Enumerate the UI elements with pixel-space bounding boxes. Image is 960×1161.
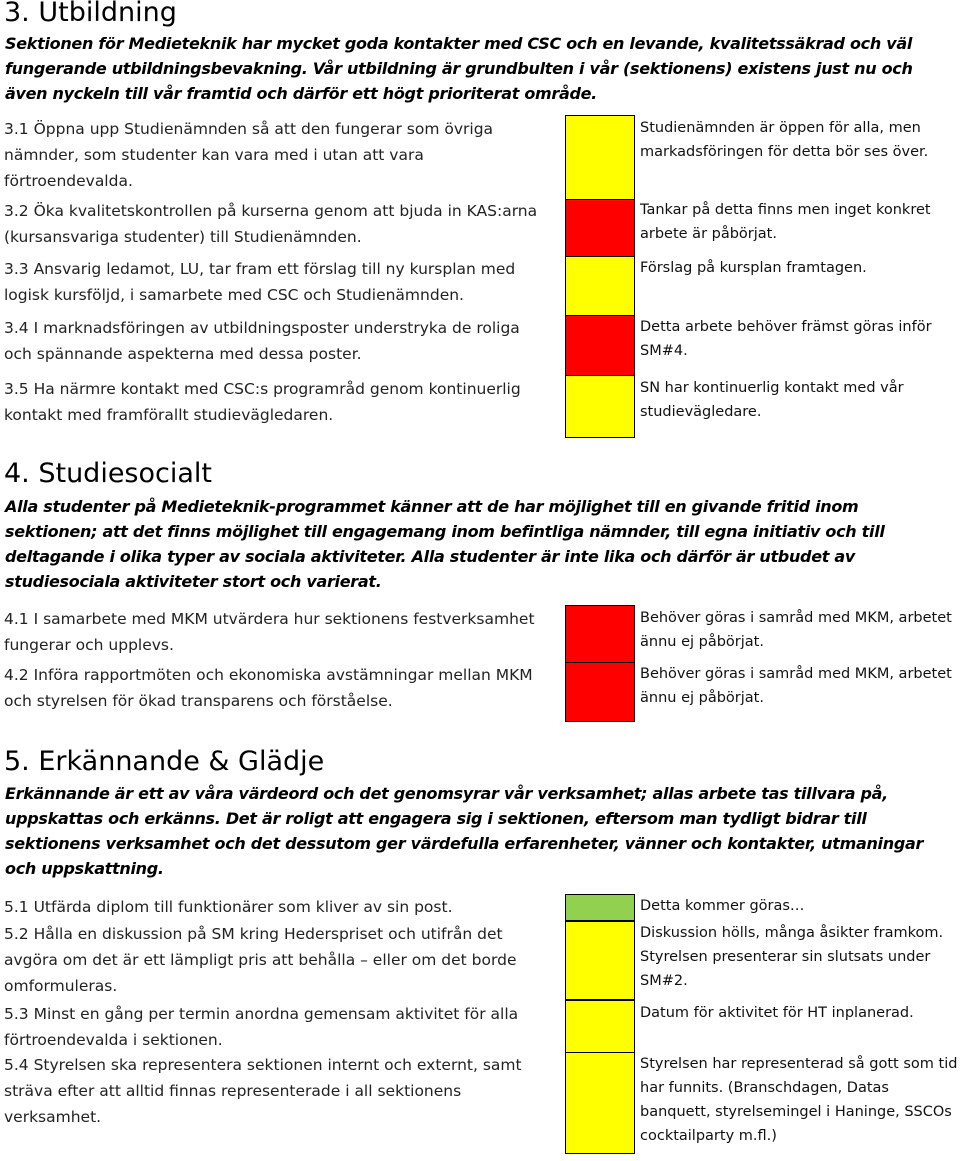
section-intro: Erkännande är ett av våra värdeord och det genomsyrar vår verksamhet; allas arbete tas tillvara på, uppskattas och erkänns. Det är roligt att engagera sig i sektionen, eftersom man tydligt bidrar till sektionens verksamhet och det dessutom ger värdefulla erfarenheter, vänner och kontakter, utmaningar och uppskattning. [5, 784, 924, 878]
status-cell [565, 315, 635, 376]
goal-item: 4.2 Införa rapportmöten och ekonomiska avstämningar mellan MKM och styrelsen för ökad transparens och förståelse. [4, 666, 533, 710]
status-cell [565, 115, 635, 200]
goal-item: 3.3 Ansvarig ledamot, LU, tar fram ett förslag till ny kursplan med logisk kursföljd, i samarbete med CSC och Studienämnden. [4, 260, 516, 304]
status-note: Tankar på detta finns men inget konkret arbete är påbörjat. [640, 202, 931, 242]
status-cell [565, 605, 635, 663]
status-cell [565, 894, 635, 921]
section-intro: Sektionen för Medieteknik har mycket goda kontakter med CSC och en levande, kvalitetssäkrad och väl fungerande utbildningsbevakning. Vår utbildning är grundbulten i vår (sektionens) existens just nu och även nyckeln till vår framtid och därför ett högt prioriterat område. [5, 34, 913, 103]
goal-item: 5.2 Hålla en diskussion på SM kring Hederspriset och utifrån det avgöra om det är ett lämpligt pris att behålla – eller om det borde omformuleras. [4, 925, 517, 995]
status-cell [565, 662, 635, 722]
goal-item: 3.2 Öka kvalitetskontrollen på kurserna genom att bjuda in KAS:arna (kursansvariga studenter) till Studienämnden. [4, 202, 538, 246]
status-cell [565, 256, 635, 316]
status-note: Behöver göras i samråd med MKM, arbetet ännu ej påbörjat. [640, 666, 952, 706]
status-note: Förslag på kursplan framtagen. [640, 260, 867, 276]
goal-item: 3.5 Ha närmre kontakt med CSC:s programråd genom kontinuerlig kontakt med framförallt studievägledaren. [4, 380, 521, 424]
status-cell [565, 1052, 635, 1154]
section-intro: Alla studenter på Medieteknik-programmet känner att de har möjlighet till en givande fritid inom sektionen; att det finns möjlighet till engagemang inom befintliga nämnder, till egna initiativ och till deltagande i olika typer av sociala aktiviteter. Alla studenter är inte lika och därför är utbudet av studiesociala aktiviteter stort och varierat. [5, 497, 885, 591]
status-note: Diskussion hölls, många åsikter framkom. Styrelsen presenterar sin slutsats under SM#2. [640, 925, 944, 989]
status-note: Styrelsen har representerad så gott som tid har funnits. (Branschdagen, Datas banquett, styrelsemingel i Haninge, SSCOs cocktailparty m.fl.) [640, 1056, 958, 1144]
status-note: Detta kommer göras… [640, 898, 805, 914]
goal-item: 5.1 Utfärda diplom till funktionärer som kliver av sin post. [4, 898, 453, 916]
status-cell [565, 375, 635, 438]
goal-item: 5.4 Styrelsen ska representera sektionen internt och externt, samt sträva efter att alltid finnas representerade i all sektionens verksamhet. [4, 1056, 522, 1126]
section-heading: 3. Utbildning [4, 0, 177, 28]
status-note: Datum för aktivitet för HT inplanerad. [640, 1005, 914, 1021]
section-heading: 4. Studiesocialt [4, 458, 212, 489]
status-cell [565, 921, 635, 1000]
status-note: Studienämnden är öppen för alla, men markadsföringen för detta bör ses över. [640, 120, 929, 160]
goal-item: 3.1 Öppna upp Studienämnden så att den fungerar som övriga nämnder, som studenter kan vara med i utan att vara förtroendevalda. [4, 120, 494, 190]
status-note: Behöver göras i samråd med MKM, arbetet ännu ej påbörjat. [640, 610, 952, 650]
goal-item: 3.4 I marknadsföringen av utbildningsposter understryka de roliga och spännande aspekterna med dessa poster. [4, 319, 520, 363]
section-heading: 5. Erkännande & Glädje [4, 746, 325, 777]
status-note: SN har kontinuerlig kontakt med vår studievägledare. [640, 380, 904, 420]
status-cell [565, 1000, 635, 1053]
goal-item: 4.1 I samarbete med MKM utvärdera hur sektionens festverksamhet fungerar och upplevs. [4, 610, 535, 654]
status-cell [565, 199, 635, 257]
status-note: Detta arbete behöver främst göras inför SM#4. [640, 319, 932, 359]
goal-item: 5.3 Minst en gång per termin anordna gemensam aktivitet för alla förtroendevalda i sektionen. [4, 1005, 519, 1049]
